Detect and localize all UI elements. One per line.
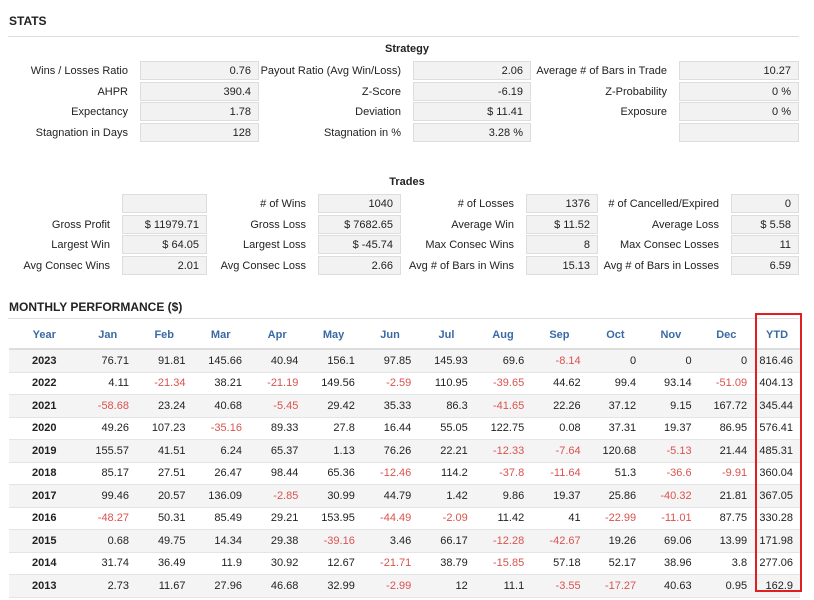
trade-stat-value: $ 5.58 [731,215,799,234]
month-value-cell: 50.31 [136,507,192,530]
month-value-cell: 40.94 [249,349,305,372]
month-value-cell: 97.85 [362,349,418,372]
year-cell: 2016 [9,507,80,530]
year-cell: 2018 [9,462,80,485]
month-value-cell: 87.75 [699,507,755,530]
column-header-ytd[interactable]: YTD [754,322,800,349]
month-value-cell: 27.96 [192,575,248,598]
month-value-cell: 12.67 [305,552,361,575]
strategy-stat-value: 0.76 [140,61,259,80]
month-value-cell: 89.33 [249,417,305,440]
month-value-cell: 30.92 [249,552,305,575]
month-value-cell: 69.06 [643,530,698,553]
table-row [9,485,800,508]
trade-stat-value: 1040 [318,194,401,213]
month-value-cell: 31.74 [80,552,136,575]
month-value-cell: 37.31 [588,417,644,440]
year-cell: 2014 [9,552,80,575]
trade-stat-label: Largest Win [51,239,110,252]
year-cell: 2019 [9,440,80,463]
year-cell: 2017 [9,485,80,508]
month-value-cell: 167.72 [699,395,755,418]
month-value-cell: 27.8 [305,417,361,440]
month-value-cell: 12 [418,575,474,598]
strategy-stat-label: AHPR [97,85,128,98]
trade-stat-label: Avg # of Bars in Wins [409,260,514,273]
month-value-cell: 49.75 [136,530,192,553]
month-value-cell: -5.13 [643,440,698,463]
month-value-cell: -22.99 [588,507,644,530]
year-cell: 2015 [9,530,80,553]
trade-stat-label: # of Wins [260,198,306,210]
ytd-cell: 367.05 [754,485,800,508]
month-value-cell: 29.42 [305,395,361,418]
column-header-jul[interactable]: Jul [418,322,474,349]
monthly-divider [8,318,799,319]
column-header-jun[interactable]: Jun [362,322,418,349]
strategy-stat-label: Stagnation in Days [35,127,128,140]
month-value-cell: -40.32 [643,485,698,508]
trade-stat-label: Gross Profit [51,218,110,231]
month-value-cell: -37.8 [475,462,531,485]
month-value-cell: 38.79 [418,552,474,575]
strategy-stat-value: $ 11.41 [413,102,531,121]
table-row [9,552,800,575]
strategy-stat-value: -6.19 [413,82,531,101]
month-value-cell: 20.57 [136,485,192,508]
month-value-cell: 46.68 [249,575,305,598]
ytd-cell: 404.13 [754,372,800,395]
month-value-cell: 14.34 [192,530,248,553]
month-value-cell: -39.65 [475,372,531,395]
table-row [9,530,800,553]
trade-stat-value: $ 11979.71 [122,215,207,234]
month-value-cell: -11.01 [643,507,698,530]
month-value-cell: 136.09 [192,485,248,508]
month-value-cell: 19.26 [588,530,644,553]
trade-stat-label: Average Loss [651,218,719,231]
column-header-nov[interactable]: Nov [643,322,698,349]
month-value-cell: -15.85 [475,552,531,575]
month-value-cell: 55.05 [418,417,474,440]
column-header-oct[interactable]: Oct [588,322,644,349]
monthly-performance-table [9,322,800,598]
trade-stat-value: $ 7682.65 [318,215,401,234]
month-value-cell: 2.73 [80,575,136,598]
month-value-cell: -7.64 [531,440,587,463]
month-value-cell: 44.62 [531,372,587,395]
month-value-cell: 3.46 [362,530,418,553]
trade-stat-value: $ 11.52 [526,215,598,234]
month-value-cell: 29.38 [249,530,305,553]
month-value-cell: 32.99 [305,575,361,598]
month-value-cell: -41.65 [475,395,531,418]
ytd-cell: 360.04 [754,462,800,485]
month-value-cell: -2.99 [362,575,418,598]
ytd-cell: 576.41 [754,417,800,440]
month-value-cell: 41.51 [136,440,192,463]
month-value-cell: 23.24 [136,395,192,418]
month-value-cell: -39.16 [305,530,361,553]
month-value-cell: 11.67 [136,575,192,598]
column-header-jan[interactable]: Jan [80,322,136,349]
table-row [9,507,800,530]
month-value-cell: 49.26 [80,417,136,440]
month-value-cell: 40.63 [643,575,698,598]
table-row [9,462,800,485]
trade-stat-label: Largest Loss [243,239,306,252]
month-value-cell: 11.9 [192,552,248,575]
strategy-title: Strategy [384,43,430,55]
month-value-cell: -2.09 [418,507,474,530]
trade-stat-label: # of Losses [457,198,514,210]
month-value-cell: 107.23 [136,417,192,440]
month-value-cell: -12.46 [362,462,418,485]
month-value-cell: 76.26 [362,440,418,463]
trade-stat-label: Avg # of Bars in Losses [603,260,719,273]
month-value-cell: 16.44 [362,417,418,440]
month-value-cell: 11.42 [475,507,531,530]
month-value-cell: 26.47 [192,462,248,485]
month-value-cell: 27.51 [136,462,192,485]
month-value-cell: 65.36 [305,462,361,485]
strategy-stat-label: Deviation [355,106,401,119]
column-header-year[interactable]: Year [9,322,80,349]
month-value-cell: 57.18 [531,552,587,575]
month-value-cell: 52.17 [588,552,644,575]
strategy-stat-value: 0 % [679,102,799,121]
month-value-cell: 0 [643,349,698,372]
trade-stat-value: 2.01 [122,256,207,275]
month-value-cell: 1.42 [418,485,474,508]
month-value-cell: -35.16 [192,417,248,440]
month-value-cell: 66.17 [418,530,474,553]
ytd-cell: 171.98 [754,530,800,553]
month-value-cell: -2.85 [249,485,305,508]
column-header-mar[interactable]: Mar [192,322,248,349]
month-value-cell: 6.24 [192,440,248,463]
month-value-cell: 51.3 [588,462,644,485]
month-value-cell: 38.96 [643,552,698,575]
strategy-stat-label: Exposure [620,106,667,119]
month-value-cell: 0.08 [531,417,587,440]
month-value-cell: -5.45 [249,395,305,418]
strategy-stat-value: 3.28 % [413,123,531,142]
month-value-cell: 25.86 [588,485,644,508]
ytd-cell: 485.31 [754,440,800,463]
table-header-row [9,322,800,349]
month-value-cell: 35.33 [362,395,418,418]
month-value-cell: -48.27 [80,507,136,530]
column-header-apr[interactable]: Apr [249,322,305,349]
month-value-cell: 93.14 [643,372,698,395]
strategy-stat-label: Stagnation in % [323,127,401,140]
trade-stat-value: $ -45.74 [318,235,401,254]
month-value-cell: 21.81 [699,485,755,508]
month-value-cell: 0.95 [699,575,755,598]
ytd-cell: 330.28 [754,507,800,530]
trade-stat-value: 2.66 [318,256,401,275]
month-value-cell: -9.91 [699,462,755,485]
table-row [9,575,800,598]
month-value-cell: -42.67 [531,530,587,553]
month-value-cell: 9.15 [643,395,698,418]
month-value-cell: 22.26 [531,395,587,418]
month-value-cell: 0 [588,349,644,372]
trade-stat-value: 1376 [526,194,598,213]
monthly-title: MONTHLY PERFORMANCE ($) [9,300,183,314]
month-value-cell: 85.49 [192,507,248,530]
strategy-stat-value: 0 % [679,82,799,101]
month-value-cell: -12.28 [475,530,531,553]
month-value-cell: 44.79 [362,485,418,508]
column-header-feb[interactable]: Feb [136,322,192,349]
strategy-stat-value: 10.27 [679,61,799,80]
table-row [9,395,800,418]
trade-stat-label: Max Consec Wins [425,239,514,252]
month-value-cell: 155.57 [80,440,136,463]
trade-stat-label: Max Consec Losses [619,239,719,252]
month-value-cell: -2.59 [362,372,418,395]
trade-stat-label: Average Win [451,218,514,231]
trade-stat-label: Gross Loss [250,218,306,231]
year-cell: 2020 [9,417,80,440]
month-value-cell: 41 [531,507,587,530]
month-value-cell: -36.6 [643,462,698,485]
month-value-cell: -11.64 [531,462,587,485]
ytd-cell: 816.46 [754,349,800,372]
ytd-cell: 345.44 [754,395,800,418]
month-value-cell: 145.93 [418,349,474,372]
month-value-cell: 145.66 [192,349,248,372]
strategy-stat-label: Average # of Bars in Trade [536,65,667,77]
month-value-cell: 85.17 [80,462,136,485]
strategy-stat-label: Wins / Losses Ratio [30,65,128,77]
column-header-dec[interactable]: Dec [699,322,755,349]
strategy-stat-value: 2.06 [413,61,531,80]
month-value-cell: 9.86 [475,485,531,508]
month-value-cell: 22.21 [418,440,474,463]
month-value-cell: -21.19 [249,372,305,395]
ytd-highlight-box [755,313,802,592]
month-value-cell: 99.46 [80,485,136,508]
month-value-cell: 40.68 [192,395,248,418]
stats-title: STATS [9,14,47,28]
month-value-cell: -58.68 [80,395,136,418]
month-value-cell: 153.95 [305,507,361,530]
month-value-cell: 19.37 [531,485,587,508]
month-value-cell: 120.68 [588,440,644,463]
month-value-cell: 0 [699,349,755,372]
trade-stat-label: # of Cancelled/Expired [608,198,719,210]
month-value-cell: -51.09 [699,372,755,395]
month-value-cell: -17.27 [588,575,644,598]
month-value-cell: 149.56 [305,372,361,395]
year-cell: 2022 [9,372,80,395]
trade-stat-label: Avg Consec Loss [220,260,306,273]
month-value-cell: 110.95 [418,372,474,395]
ytd-cell: 162.9 [754,575,800,598]
ytd-cell: 277.06 [754,552,800,575]
strategy-stat-value: 390.4 [140,82,259,101]
month-value-cell: 19.37 [643,417,698,440]
month-value-cell: 13.99 [699,530,755,553]
table-row [9,417,800,440]
trade-stat-value: 0 [731,194,799,213]
month-value-cell: 99.4 [588,372,644,395]
year-cell: 2013 [9,575,80,598]
month-value-cell: -3.55 [531,575,587,598]
month-value-cell: -21.71 [362,552,418,575]
year-cell: 2023 [9,349,80,372]
trade-stat-value [122,194,207,213]
month-value-cell: 3.8 [699,552,755,575]
month-value-cell: 36.49 [136,552,192,575]
month-value-cell: 86.3 [418,395,474,418]
trade-stat-value: $ 64.05 [122,235,207,254]
strategy-stat-label: Z-Probability [605,85,667,98]
table-row [9,372,800,395]
year-cell: 2021 [9,395,80,418]
strategy-stat-label: Payout Ratio (Avg Win/Loss) [260,65,401,77]
month-value-cell: 65.37 [249,440,305,463]
month-value-cell: -21.34 [136,372,192,395]
trade-stat-label: Avg Consec Wins [23,260,110,273]
strategy-stat-label: Expectancy [71,106,128,119]
trade-stat-value: 11 [731,235,799,254]
trades-title: Trades [389,176,425,188]
trade-stat-value: 6.59 [731,256,799,275]
column-header-may[interactable]: May [305,322,361,349]
strategy-stat-label: Z-Score [361,85,401,98]
month-value-cell: 30.99 [305,485,361,508]
table-row [9,349,800,372]
month-value-cell: 122.75 [475,417,531,440]
month-value-cell: 38.21 [192,372,248,395]
strategy-stat-value: 128 [140,123,259,142]
month-value-cell: -44.49 [362,507,418,530]
trade-stat-value: 15.13 [526,256,598,275]
strategy-stat-value: 1.78 [140,102,259,121]
month-value-cell: 29.21 [249,507,305,530]
month-value-cell: 76.71 [80,349,136,372]
table-row [9,440,800,463]
month-value-cell: 37.12 [588,395,644,418]
stats-divider [8,36,799,37]
month-value-cell: 11.1 [475,575,531,598]
column-header-sep[interactable]: Sep [531,322,587,349]
trade-stat-value: 8 [526,235,598,254]
month-value-cell: 21.44 [699,440,755,463]
month-value-cell: 86.95 [699,417,755,440]
column-header-aug[interactable]: Aug [475,322,531,349]
month-value-cell: 4.11 [80,372,136,395]
month-value-cell: 114.2 [418,462,474,485]
strategy-stat-value [679,123,799,142]
month-value-cell: 0.68 [80,530,136,553]
month-value-cell: 156.1 [305,349,361,372]
month-value-cell: 98.44 [249,462,305,485]
month-value-cell: 91.81 [136,349,192,372]
month-value-cell: -12.33 [475,440,531,463]
month-value-cell: 69.6 [475,349,531,372]
month-value-cell: -8.14 [531,349,587,372]
month-value-cell: 1.13 [305,440,361,463]
